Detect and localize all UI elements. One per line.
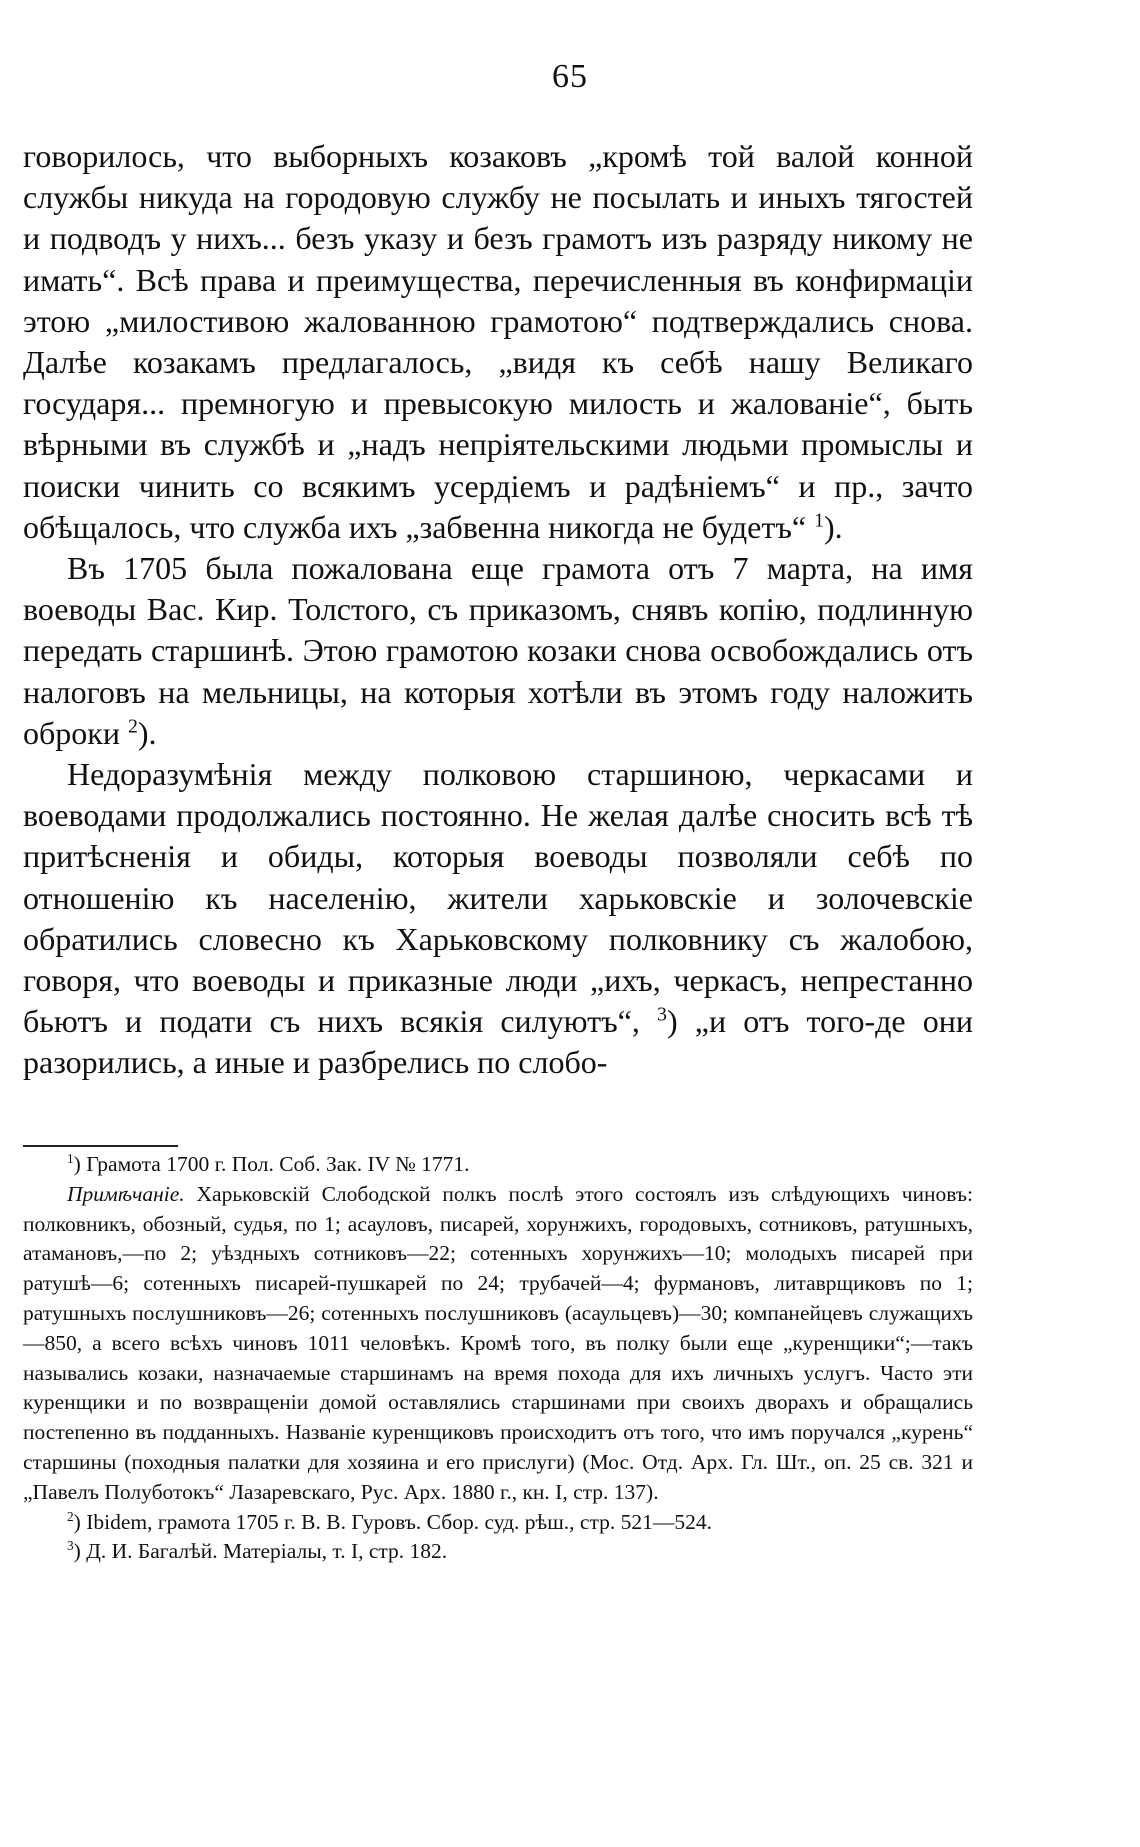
text-segment: ). <box>137 714 157 751</box>
text-segment: Въ 1705 была пожалована еще грамота отъ 7 марта, на имя воеводы Вас. Кир. Толстого, съ приказомъ, снявъ копію, подлинную передать старшинѣ. Этою грамотою козаки снова освобождались отъ налоговъ на мельницы, на которыя хотѣли въ этомъ году наложить оброки <box>23 550 973 751</box>
text-segment: говорилось, что выборныхъ козаковъ „кромѣ той валой конной службы никуда на городовую службу не посылать и иныхъ тягостей и подводъ у нихъ... безъ указу и безъ грамотъ изъ разряду никому не имать“. Всѣ права и преимущества, перечисленныя въ конфирмаціи этою „милостивою жалованною грамотою“ подтверждались снова. Далѣе козакамъ предлагалось, „видя къ себѣ нашу Великаго государя... премногую и превысокую милость и жалованіе“, быть вѣрными въ службѣ и „надъ непріятельскими людьми промыслы и поиски чинить со всякимъ усердіемъ и радѣніемъ“ и пр., зачто обѣщалось, что служба ихъ „забвенна никогда не будетъ“ <box>23 138 973 545</box>
footnote-text: ) Ibidem, грамота 1705 г. В. В. Гуровъ. Сбор. суд. рѣш., стр. 521—524. <box>73 1509 712 1534</box>
footnote-2 <box>23 1508 973 1538</box>
paragraph-2 <box>23 548 973 754</box>
note-heading: Примѣчаніе. <box>67 1181 185 1206</box>
footnote-text: Харьковскій Слободской полкъ послѣ этого состоялъ изъ слѣдующихъ чиновъ: полковникъ, обозный, судья, по 1; асауловъ, писарей, хорунжихъ, городовыхъ, сотниковъ, ратушныхъ, атамановъ,—по 2; уѣздныхъ сотниковъ—22; сотенныхъ хорунжихъ—10; молодыхъ писарей при ратушѣ—6; сотенныхъ писарей-пушкарей по 24; трубачей—4; фурмановъ, литаврщиковъ по 1; ратушныхъ послушниковъ—26; сотенныхъ послушниковъ (асаульцевъ)—30; компанейцевъ служащихъ—850, а всего всѣхъ чиновъ 1011 человѣкъ. Кромѣ того, въ полку были еще „куренщики“;—такъ назывались козаки, назначаемые старшинамъ на время похода для ихъ личныхъ услугъ. Часто эти куренщики и по возвращеніи домой оставлялись старшинами при своихъ дворахъ и обращались постепенно въ подданныхъ. Названіе куренщиковъ происходитъ отъ того, что имъ поручался „курень“ старшины (походныя палатки для хозяина и его прислуги) (Мос. Отд. Арх. Гл. Шт., оп. 25 св. 321 и „Павелъ Полуботокъ“ Лазаревскаго, Рус. Арх. 1880 г., кн. I, стр. 137). <box>23 1181 973 1504</box>
footnote-text: ) Д. И. Багалѣй. Матеріалы, т. I, стр. 182. <box>73 1539 448 1564</box>
page-number: 65 <box>552 58 588 95</box>
footnote-marker: 3 <box>67 1538 74 1554</box>
footnote-divider <box>23 1145 178 1147</box>
footnote-text: ) Грамота 1700 г. Пол. Соб. Зак. IV № 1771. <box>73 1152 470 1176</box>
footnote-1 <box>23 1150 973 1180</box>
footnote-3 <box>23 1537 973 1567</box>
main-text <box>23 136 973 1084</box>
text-segment: ) „и отъ того-де они разорились, а иные и разбрелись по слобо- <box>23 1003 974 1081</box>
footnote-note <box>23 1180 973 1508</box>
footnote-ref-1: 1 <box>814 509 824 532</box>
text-segment: Недоразумѣнія между полковою старшиною, черкасами и воеводами продолжались постоянно. Не желая далѣе сносить всѣ тѣ притѣсненія и обиды, которыя воеводы позволяли себѣ по отношенію къ населенію, жители харьковскіе и золочевскіе обратились словесно къ Харьковскому полковнику съ жалобою, говоря, что воеводы и приказные люди „ихъ, черкасъ, непрестанно бьютъ и подати съ нихъ всякія силуютъ“, <box>23 756 973 1040</box>
footnote-marker: 2 <box>67 1508 74 1524</box>
footnote-ref-3: 3 <box>657 1003 667 1026</box>
footnotes <box>23 1150 973 1567</box>
footnote-marker: 1 <box>67 1150 74 1166</box>
footnote-ref-2: 2 <box>127 715 138 738</box>
paragraph-1 <box>23 136 973 548</box>
paragraph-3 <box>23 754 973 1084</box>
text-segment: ). <box>823 508 843 545</box>
